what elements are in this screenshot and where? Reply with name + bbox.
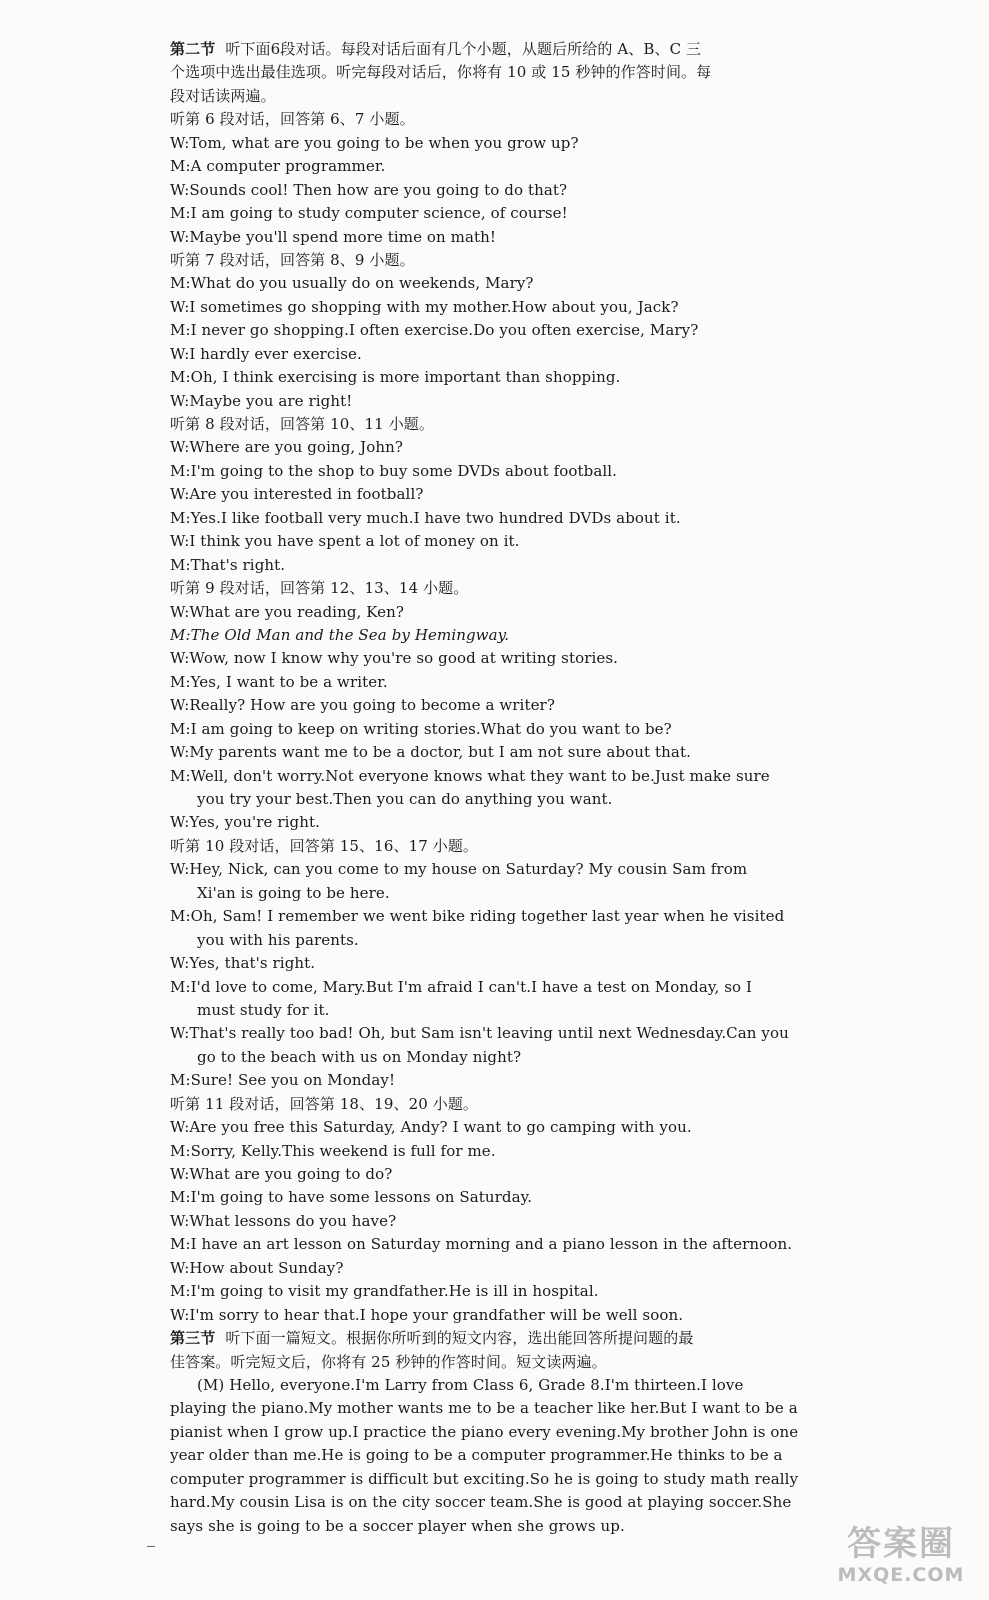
dialog-heading: 听第 6 段对话，回答第 6、7 小题。 xyxy=(170,110,415,129)
dialog-line: W:How about Sunday? xyxy=(170,1258,344,1277)
dialog-line-continuation: Xi'an is going to be here. xyxy=(197,883,390,902)
dialog-line: M:Oh, Sam! I remember we went bike riding together last year when he visited xyxy=(170,907,785,926)
dialog-line: M:That's right. xyxy=(170,555,286,574)
dialog-line: W:Are you interested in football? xyxy=(170,485,424,504)
dialog-heading: 听第 11 段对话，回答第 18、19、20 小题。 xyxy=(170,1094,479,1113)
section-3-intro-line-1: 第三节 听下面一篇短文。根据你所听到的短文内容，选出能回答所提问题的最 xyxy=(170,1329,694,1348)
dialog-line: W:Yes, that's right. xyxy=(170,954,316,973)
dialog-line: M:The Old Man and the Sea by Hemingway. xyxy=(170,625,510,644)
section-2-intro-line-1: 第二节 听下面6段对话。每段对话后面有几个小题，从题后所给的 A、B、C 三 xyxy=(170,40,702,58)
dialog-heading: 听第 10 段对话，回答第 15、16、17 小题。 xyxy=(170,836,479,855)
dialog-line: W:Maybe you'll spend more time on math! xyxy=(170,227,497,246)
site-watermark xyxy=(821,1524,981,1594)
dialog-line: W:My parents want me to be a doctor, but I am not sure about that. xyxy=(170,743,691,762)
dialog-line: W:Really? How are you going to become a writer? xyxy=(170,696,555,715)
dialog-line: M:Oh, I think exercising is more important than shopping. xyxy=(170,368,621,387)
dialog-line: W:Hey, Nick, can you come to my house on Saturday? My cousin Sam from xyxy=(170,860,748,879)
dialog-heading: 听第 8 段对话，回答第 10、11 小题。 xyxy=(170,415,434,433)
dialog-line: M:Yes.I like football very much.I have two hundred DVDs about it. xyxy=(170,508,681,527)
document-page xyxy=(170,38,820,1538)
passage-line: pianist when I grow up.I practice the piano every evening.My brother John is one xyxy=(170,1422,799,1441)
dialog-line: W:Tom, what are you going to be when you grow up? xyxy=(170,133,579,152)
dialog-line: M:Yes, I want to be a writer. xyxy=(170,672,388,691)
passage-line: (M) Hello, everyone.I'm Larry from Class 6, Grade 8.I'm thirteen.I love xyxy=(197,1375,744,1394)
section-3-intro-line-2: 佳答案。听完短文后，你将有 25 秒钟的作答时间。短文读两遍。 xyxy=(170,1352,607,1371)
dialog-line-continuation: you try your best.Then you can do anything you want. xyxy=(197,790,613,808)
dialog-line: M:What do you usually do on weekends, Mary? xyxy=(170,274,534,293)
dialog-line: W:Are you free this Saturday, Andy? I want to go camping with you. xyxy=(170,1118,692,1137)
dialog-line: M:Sorry, Kelly.This weekend is full for me. xyxy=(170,1141,496,1160)
section-2-label: 第二节 xyxy=(170,40,216,58)
dialog-line: W:That's really too bad! Oh, but Sam isn't leaving until next Wednesday.Can you xyxy=(170,1024,789,1043)
dialog-line: W:Maybe you are right! xyxy=(170,391,353,410)
dialog-line: W:I'm sorry to hear that.I hope your grandfather will be well soon. xyxy=(170,1305,684,1324)
passage-line: playing the piano.My mother wants me to be a teacher like her.But I want to be a xyxy=(170,1399,798,1418)
passage-line: says she is going to be a soccer player when she grows up. xyxy=(170,1516,625,1535)
section-2-intro-line-3: 段对话读两遍。 xyxy=(170,86,276,105)
section-3-label: 第三节 xyxy=(170,1329,216,1348)
dialog-line: W:What lessons do you have? xyxy=(170,1211,397,1230)
dialog-line: M:Sure! See you on Monday! xyxy=(170,1071,396,1090)
section-2-intro-line-2: 个选项中选出最佳选项。听完每段对话后，你将有 10 或 15 秒钟的作答时间。每 xyxy=(170,63,712,82)
dialog-line-continuation: must study for it. xyxy=(197,1000,330,1019)
dialog-line: W:What are you going to do? xyxy=(170,1165,393,1183)
dialog-line: M:I'd love to come, Mary.But I'm afraid I can't.I have a test on Monday, so I xyxy=(170,977,753,996)
dialog-line: M:I never go shopping.I often exercise.Do you often exercise, Mary? xyxy=(170,321,699,340)
dialog-line: M:I'm going to have some lessons on Saturday. xyxy=(170,1188,533,1207)
dialog-heading: 听第 7 段对话，回答第 8、9 小题。 xyxy=(170,250,415,269)
dialog-line: M:I am going to study computer science, of course! xyxy=(170,204,568,223)
dialog-line: M:I'm going to the shop to buy some DVDs about football. xyxy=(170,461,618,480)
dialog-line: W:Where are you going, John? xyxy=(170,438,404,457)
dialog-line: M:I have an art lesson on Saturday morning and a piano lesson in the afternoon. xyxy=(170,1235,793,1254)
watermark-cn: 答案圈 xyxy=(847,1524,955,1564)
dialog-line: W:I sometimes go shopping with my mother.How about you, Jack? xyxy=(170,297,679,316)
passage-line: year older than me.He is going to be a computer programmer.He thinks to be a xyxy=(170,1446,783,1465)
passage-line: computer programmer is difficult but exciting.So he is going to study math really xyxy=(170,1469,799,1488)
dialog-line: W:I hardly ever exercise. xyxy=(170,344,362,363)
dialog-line: W:Yes, you're right. xyxy=(170,813,321,832)
dialog-line: M:A computer programmer. xyxy=(170,157,386,176)
margin-dash xyxy=(147,1546,155,1547)
dialog-line: W:Sounds cool! Then how are you going to do that? xyxy=(170,180,568,199)
dialog-line: M:I'm going to visit my grandfather.He is ill in hospital. xyxy=(170,1282,599,1301)
watermark-en: MXQE.COM xyxy=(837,1564,965,1586)
dialog-line: W:I think you have spent a lot of money on it. xyxy=(170,532,520,551)
dialog-line-continuation: you with his parents. xyxy=(197,930,359,949)
passage-line: hard.My cousin Lisa is on the city soccer team.She is good at playing soccer.She xyxy=(170,1493,792,1512)
dialog-line: W:Wow, now I know why you're so good at writing stories. xyxy=(170,649,619,668)
dialog-line-continuation: go to the beach with us on Monday night? xyxy=(197,1047,522,1066)
dialog-line: W:What are you reading, Ken? xyxy=(170,602,405,621)
dialog-heading: 听第 9 段对话，回答第 12、13、14 小题。 xyxy=(170,579,469,598)
dialog-line: M:Well, don't worry.Not everyone knows what they want to be.Just make sure xyxy=(170,766,770,785)
dialog-line: M:I am going to keep on writing stories.What do you want to be? xyxy=(170,719,672,738)
